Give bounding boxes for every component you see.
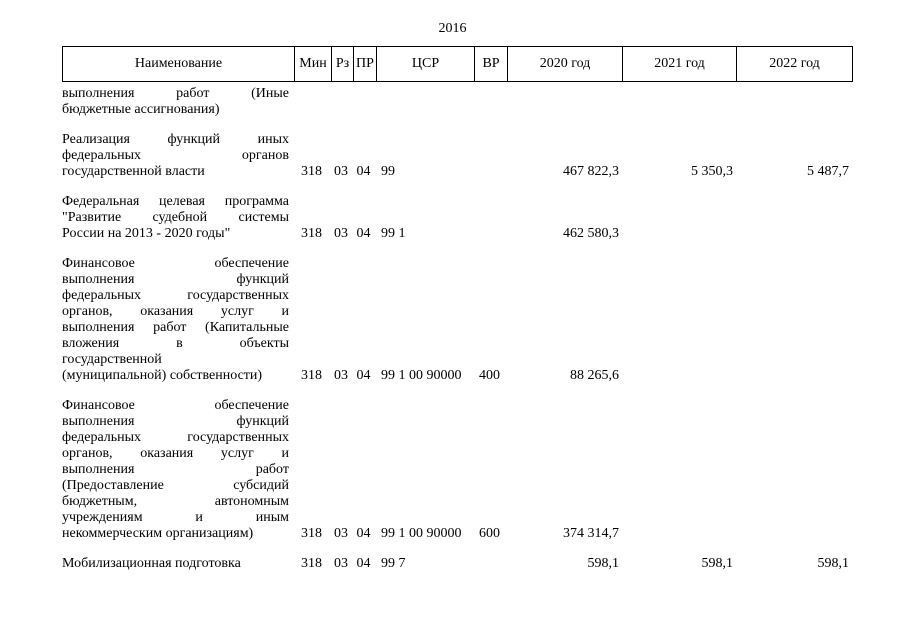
- row-name-line: государственной: [62, 352, 162, 367]
- row-name-line: некоммерческим организациям): [62, 526, 254, 541]
- header-2020: 2020 год: [507, 47, 622, 81]
- row-name: [62, 194, 293, 242]
- row-name-line: органов, оказания услуг и: [62, 304, 289, 319]
- row-2021: 5 350,3: [691, 164, 733, 179]
- row-name-line: "Развитие судебной системы: [62, 210, 289, 225]
- row-name-line: выполнения работ (Капитальные: [62, 320, 289, 335]
- row-name-line: бюджетные ассигнования): [62, 102, 220, 117]
- row-min: 318: [301, 164, 322, 179]
- table-row: [62, 132, 851, 180]
- row-name-line: выполнения работ (Иные: [62, 86, 289, 101]
- header-min: Мин: [294, 47, 331, 81]
- table-header: [62, 46, 853, 82]
- row-name-line: федеральных органов: [62, 148, 289, 163]
- table-row: [62, 194, 851, 242]
- row-name-line: бюджетным, автономным: [62, 494, 289, 509]
- row-name-line: (Предоставление субсидий: [62, 478, 289, 493]
- row-name-line: вложения в объекты: [62, 336, 289, 351]
- row-name-line: Финансовое обеспечение: [62, 256, 289, 271]
- row-2020: 467 822,3: [563, 164, 619, 179]
- row-2020: 88 265,6: [570, 368, 619, 383]
- row-name-line: Федеральная целевая программа: [62, 194, 289, 209]
- table-body: [62, 86, 851, 586]
- row-pr: 04: [356, 526, 371, 541]
- row-csr: 99 1: [381, 226, 406, 241]
- row-min: 318: [301, 526, 322, 541]
- row-rz: 03: [334, 556, 348, 571]
- row-pr: 04: [356, 226, 371, 241]
- row-name-line: органов, оказания услуг и: [62, 446, 289, 461]
- row-2020: 374 314,7: [563, 526, 619, 541]
- row-name-line: федеральных государственных: [62, 430, 289, 445]
- row-2020: 462 580,3: [563, 226, 619, 241]
- row-rz: 03: [334, 368, 348, 383]
- table-row: [62, 256, 851, 384]
- row-rz: 03: [334, 526, 348, 541]
- row-name-line: выполнения работ: [62, 462, 289, 477]
- header-name: Наименование: [134, 56, 223, 71]
- row-name: [62, 556, 293, 572]
- row-csr: 99 1 00 90000: [381, 368, 462, 383]
- row-2022: 5 487,7: [807, 164, 849, 179]
- row-2020: 598,1: [587, 556, 619, 571]
- row-name: [62, 256, 293, 384]
- row-name-line: Реализация функций иных: [62, 132, 289, 147]
- row-min: 318: [301, 226, 322, 241]
- row-2022: 598,1: [817, 556, 849, 571]
- table-row: [62, 86, 851, 118]
- header-pr: ПР: [353, 47, 376, 81]
- row-min: 318: [301, 556, 322, 571]
- row-rz: 03: [334, 226, 348, 241]
- row-name-line: выполнения функций: [62, 272, 289, 287]
- row-pr: 04: [356, 368, 371, 383]
- header-vr: ВР: [474, 47, 507, 81]
- row-vr: 400: [479, 368, 500, 383]
- row-name-line: учреждениям и иным: [62, 510, 289, 525]
- row-vr: 600: [479, 526, 500, 541]
- row-name-line: (муниципальной) собственности): [62, 368, 263, 383]
- row-name-line: федеральных государственных: [62, 288, 289, 303]
- row-name-line: России на 2013 - 2020 годы": [62, 226, 231, 241]
- row-name: [62, 398, 293, 542]
- row-name-line: Финансовое обеспечение: [62, 398, 289, 413]
- page-number: 2016: [438, 21, 467, 36]
- table-row: [62, 556, 851, 572]
- row-name-line: выполнения функций: [62, 414, 289, 429]
- row-csr: 99: [381, 164, 395, 179]
- table-row: [62, 398, 851, 542]
- row-pr: 04: [356, 556, 371, 571]
- row-rz: 03: [334, 164, 348, 179]
- row-csr: 99 1 00 90000: [381, 526, 462, 541]
- row-pr: 04: [356, 164, 371, 179]
- row-name-line: Мобилизационная подготовка: [62, 556, 241, 571]
- header-2022: 2022 год: [736, 47, 852, 81]
- row-name: [62, 86, 293, 118]
- row-name-line: государственной власти: [62, 164, 205, 179]
- row-csr: 99 7: [381, 556, 406, 571]
- row-name: [62, 132, 293, 180]
- header-2021: 2021 год: [622, 47, 736, 81]
- row-min: 318: [301, 368, 322, 383]
- row-2021: 598,1: [701, 556, 733, 571]
- header-csr: ЦСР: [376, 47, 474, 81]
- header-rz: Рз: [331, 47, 353, 81]
